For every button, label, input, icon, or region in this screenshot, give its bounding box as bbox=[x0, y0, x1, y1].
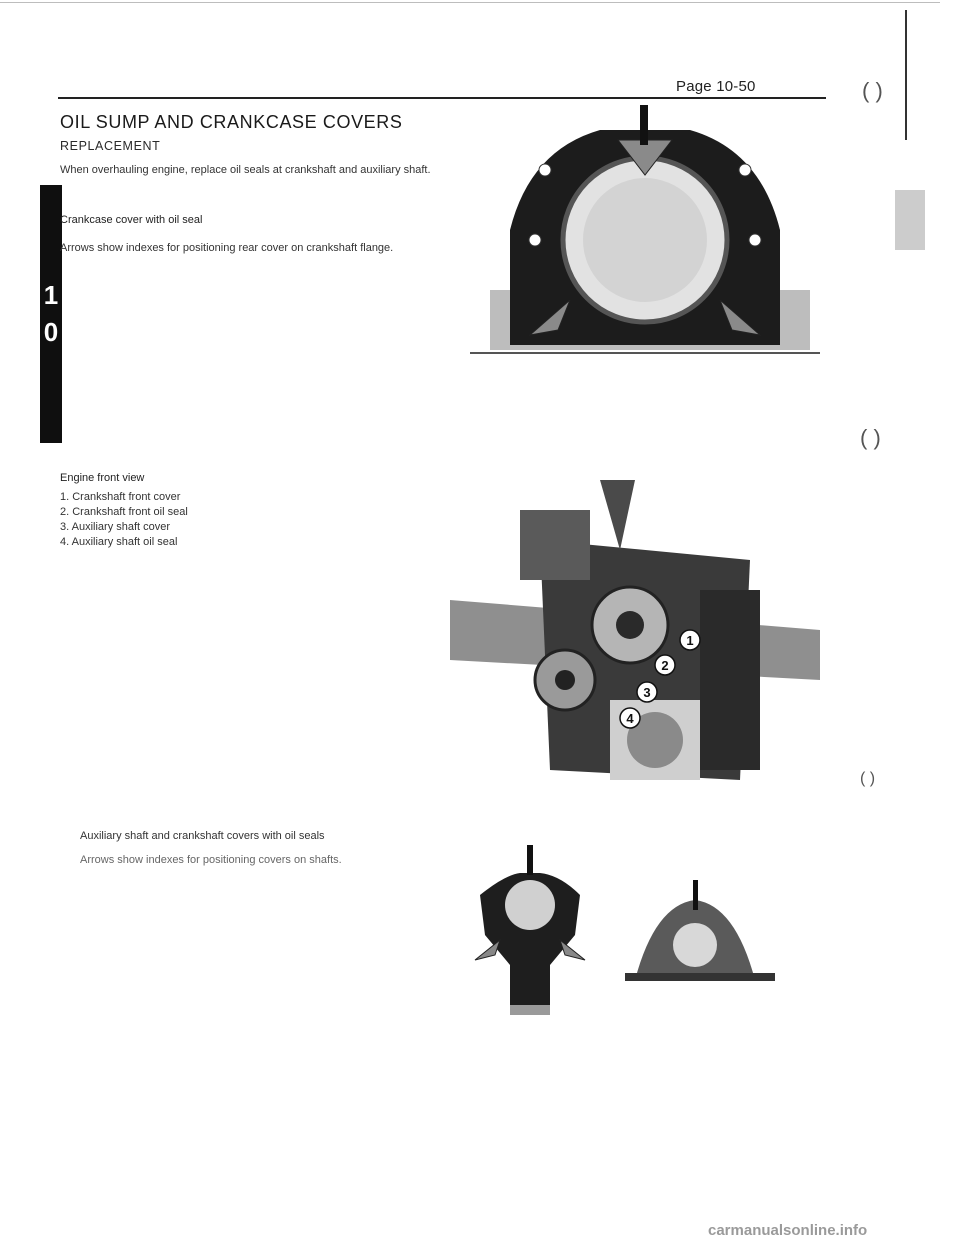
thumb-tab-digit: 1 bbox=[43, 280, 59, 310]
intro-paragraph: When overhauling engine, replace oil seals at crankshaft and auxiliary shaft. bbox=[60, 164, 431, 176]
figure-description: Arrows show indexes for positioning covers on shafts. bbox=[80, 854, 342, 866]
callout-label: 2 bbox=[661, 658, 669, 673]
shaft-covers-photo bbox=[455, 845, 825, 1045]
figure-caption: Engine front view bbox=[60, 472, 145, 484]
engine-front-view-photo bbox=[450, 480, 820, 800]
binder-hole-mark: ( ) bbox=[862, 78, 883, 103]
figure-caption: Crankcase cover with oil seal bbox=[60, 214, 203, 226]
scan-right-edge-line bbox=[905, 10, 907, 140]
callout-label: 4 bbox=[626, 711, 634, 726]
binder-hole-mark: ( ) bbox=[860, 770, 876, 787]
legend-item: 4. Auxiliary shaft oil seal bbox=[60, 536, 178, 548]
callout-label: 1 bbox=[686, 633, 694, 648]
figure-caption: Auxiliary shaft and crankshaft covers with oil seals bbox=[80, 830, 325, 842]
scan-top-edge bbox=[0, 2, 940, 3]
legend-item: 3. Auxiliary shaft cover bbox=[60, 521, 171, 533]
legend-item: 2. Crankshaft front oil seal bbox=[60, 506, 188, 518]
watermark: carmanualsonline.info bbox=[708, 1222, 868, 1239]
callout-label: 3 bbox=[643, 685, 651, 700]
crankcase-cover-photo bbox=[470, 100, 820, 360]
figure-legend-list bbox=[60, 490, 188, 550]
figure-description: Arrows show indexes for positioning rear cover on crankshaft flange. bbox=[60, 242, 394, 254]
header-rule bbox=[58, 97, 826, 99]
page-number: Page 10-50 bbox=[676, 78, 756, 95]
chapter-thumb-tab bbox=[40, 185, 62, 443]
thumb-tab-digit: 0 bbox=[43, 317, 59, 347]
subsection-title: REPLACEMENT bbox=[60, 139, 161, 153]
section-title: OIL SUMP AND CRANKCASE COVERS bbox=[60, 112, 403, 132]
legend-item: 1. Crankshaft front cover bbox=[60, 491, 181, 503]
scan-margin-artifact bbox=[895, 190, 925, 250]
binder-hole-mark: ( ) bbox=[860, 425, 881, 450]
